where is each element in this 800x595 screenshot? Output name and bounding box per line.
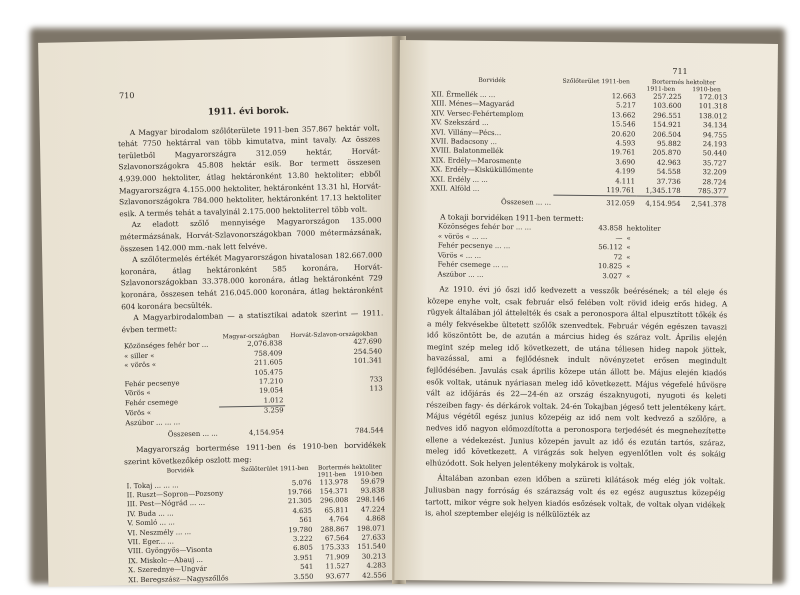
table-row: X. Szerednye—Ungvár 541 11.527 4.283: [128, 561, 387, 575]
region-table: [124, 463, 388, 585]
table-row: XXI. Erdély ... ... 4.111 37.736 28.724: [430, 174, 727, 187]
table-row: « vörös « 211.605 101.341: [124, 356, 383, 370]
paragraph: A Magyar birodalom szőlőterülete 1911-ben 357.867 hektár volt, tehát 7750 hektárral van több kimutatva, mint tavaly. Az összes területből Magyarországra 312.059 hektár, Horvát-Szlavonországokra 45.808 hektár esik. Bor termett összesen 4.939.000 hektoliter, átlag hektáronként 13.80 hektoliter; ebből Magyarországra 4.155.000 hektoliter, hektáronként 13.31 hl, Horvát-Szlavonországokra 784.000 hektoliter, hektáronként 17.13 hektoliter esik. A termés tehát a tavalyinál 2.175.000 hektoliterrel több volt.: [117, 122, 382, 219]
paragraph: Az eladott szőlő mennyisége Magyarországon 135.000 métermázsának, Horvát-Szlavonországokban 7000 métermázsának, összesen 142.000 mm.-nak lett felvéve.: [119, 215, 382, 253]
paragraph: A Magyarbirodalomban — a statisztikai adatok szerint — 1911. évben termett:: [121, 308, 384, 335]
col-header-1910: 1910-ben: [692, 86, 721, 94]
table-row: VII. Eger... ... 3.222 67.564 27.633: [127, 533, 386, 547]
table-row: Vörös « 19.054 113: [124, 384, 383, 398]
col-header-production: Bortermés hektoliter: [317, 462, 382, 472]
table-row: XI. Beregszász—Nagyszőllős 3.550 93.677 42.556: [128, 570, 387, 584]
col-header-area: Szőlőterület 1911-ben: [562, 77, 630, 86]
table-row: XXII. Alföld ... 119.761 1,345.178 785.377: [430, 184, 727, 196]
paragraph: Magyarország bortermése 1911-ben és 1910-ben borvidékek szerint következőkép oszlott meg:: [124, 440, 386, 467]
table-row: XIV. Versec-Fehértemplom 13.662 296.551 138.012: [431, 109, 728, 121]
table-row: IV. Buda ... ... 4.635 65.811 47.224: [127, 505, 386, 519]
table-row: VIII. Gyöngyös—Visonta 6.805 175.333 151.540: [127, 542, 386, 556]
table-row: XVII. Badacsony ... 4.593 95.882 24.193: [430, 137, 727, 149]
table-sum-row: Összesen ... ... 4,154.954 784.544: [167, 426, 384, 439]
table-row: Közönséges fehér bor ... ... 43.858 hektoliter: [438, 222, 661, 234]
table-row: « vörös « ... ... — «: [437, 232, 631, 243]
table-row: III. Pest—Nógrád ... ... 21.305 296.008 298.146: [126, 495, 385, 509]
tokaj-table: [435, 223, 682, 282]
table-row: « siller « 758.409 254.540: [124, 347, 383, 361]
col-header-production: Bortermés hektoliter: [651, 78, 716, 87]
left-page: [38, 36, 408, 587]
table-row: Aszúbor ... ... ...: [125, 417, 181, 427]
table-row: VI. Neszmély ... ... 19.780 288.867 198.071: [127, 523, 386, 537]
table-row: XVIII. Balatonmellék 19.761 205.870 50.440: [430, 146, 727, 158]
table-row: Fehér csemege ... ... 10.825 «: [437, 260, 631, 271]
col-header-1910: 1910-ben: [353, 469, 383, 478]
table-row: V. Somló ... ... 561 4.764 4.868: [127, 514, 386, 528]
paragraph: A tokaji borvidéken 1911-ben termett:: [440, 212, 584, 223]
col-header-region: Borvidék: [478, 76, 506, 85]
table-row: Fehér csemege 1.012: [124, 395, 284, 408]
table-row: XVI. Villány—Pécs... 20.620 206.504 94.755: [430, 127, 728, 140]
col-header-horvat: Horvát-Szlavon-országokban: [290, 330, 378, 340]
paragraph: Általában azonban ezen időben a szüreti kilátások még elég jók voltak. Juliusban nagy forróság és szárazság volt és ez egész augusztus közepéig tartott, mikor végre sok helyen kiadós esőzések voltak, de voltak olyan vidékek is, ahol szeptember elejéig is nélkülözték az: [425, 473, 726, 520]
table-row: XIX. Erdély—Marosmente 3.690 42.963 35.727: [430, 156, 727, 168]
paragraph: A szőlőtermelés értékét Magyarországon hivatalosan 182.667.000 koronára, átlag hektáronként 585 koronára, Horvát-Szlavonországokban 33.378.000 koronára, átlag hektáronként 729 koronára, összesen tehát 216.045.000 koronára, átlag hektáronként 604 koronára becsülték.: [120, 250, 383, 311]
table-row: IX. Miskolc—Abauj ... 3.951 71.909 30.213: [127, 552, 387, 566]
table-row: 105.475: [254, 367, 283, 377]
col-header-area: Szőlőterület 1911-ben: [241, 464, 309, 473]
table-sum-row: Összesen ... ... 312.059 4,154.954 2,541.378: [428, 194, 728, 210]
table-row: Fehér pecsenye ... ... 56.112 «: [437, 241, 631, 252]
col-header-magyar: Magyar-országban: [222, 332, 280, 341]
page-number-left: 710: [119, 91, 135, 101]
production-table: [122, 331, 386, 441]
col-header-1911: 1911-ben: [317, 470, 347, 479]
region-table-continued: [428, 76, 729, 210]
right-page-content: [425, 76, 730, 522]
page-title: 1911. évi borok.: [207, 106, 290, 118]
right-page: [394, 40, 778, 584]
table-row: II. Ruszt—Sopron—Pozsony 19.766 154.371 93.838: [126, 486, 385, 500]
col-header-region: Borvidék: [166, 466, 195, 475]
table-row: I. Tokaj ... ... ... 5.076 113.978 59.679: [126, 476, 385, 490]
table-row: Vörös « ... ... 72 «: [437, 251, 631, 262]
table-row: Vörös « 3.259: [123, 404, 385, 419]
page-number-right: 711: [672, 66, 688, 77]
table-row: XX. Erdély—Kisküküllőmente 4.199 54.558 32.209: [430, 165, 727, 177]
paragraph: Az 1910. évi jó őszi idő kedvezett a vesszők beérésének; a tél eleje és közepe enyhe volt, csak február első felében volt rövid ideig erős hideg. A rügyek általában jól áttelelték és csak a peronospora által elpusztított tőkék és a mély fekvésekbe ültetett szőlők szenvedtek. Február végén egészen tavaszi idő köszöntött be, de azután a március hideg és száraz volt. Április elején megint szép meleg idő következett, de utána téliesen hideg napok jöttek, havazással, ami a fejlődésnek indult növényzetet erősen megindult fejlődésében. Javulás csak április közepe után állott be. Május elején kiadós esők voltak, utánuk nyáriasan meleg idő következett. Május végefelé hűvösre vált az időjárás és 22—24-én az ország északnyugoti, nyugoti és keleti részeiben fagy- és dérkárok voltak. 24-én Tokajban jégeső tett jelentékeny kárt. Május végétől egész junius közepéig az idő nem volt kedvező a szőlőre, a nedves idő nagyon előmozdította a peronospora terjedését és megnehezítette ellene a védekezést. Junius közepén javult az idő és ezután tartós, száraz, meleg idő következett. A virágzás sok helyen egyenlőtlen volt és sokáig elhúzódott. Sok helyen jelentékeny molykárok is voltak.: [425, 284, 728, 470]
col-header-1911: 1911-ben: [646, 85, 676, 93]
table-row: XV. Szekszárd ... 15.546 154.921 34.134: [431, 118, 728, 130]
table-row: Fehér pecsenye 17.210 733: [124, 375, 383, 389]
table-row: XII. Érmellék ... ... 12.663 257.225 172.013: [431, 90, 728, 102]
table-row: XIII. Ménes—Magyarád 5.217 103.600 101.318: [431, 99, 728, 111]
left-page-content: [117, 100, 388, 585]
table-row: Aszúbor ... ... 3.027 «: [437, 269, 631, 280]
table-row: Közönséges fehér bor ... 2,076.838 427.690: [123, 337, 382, 351]
